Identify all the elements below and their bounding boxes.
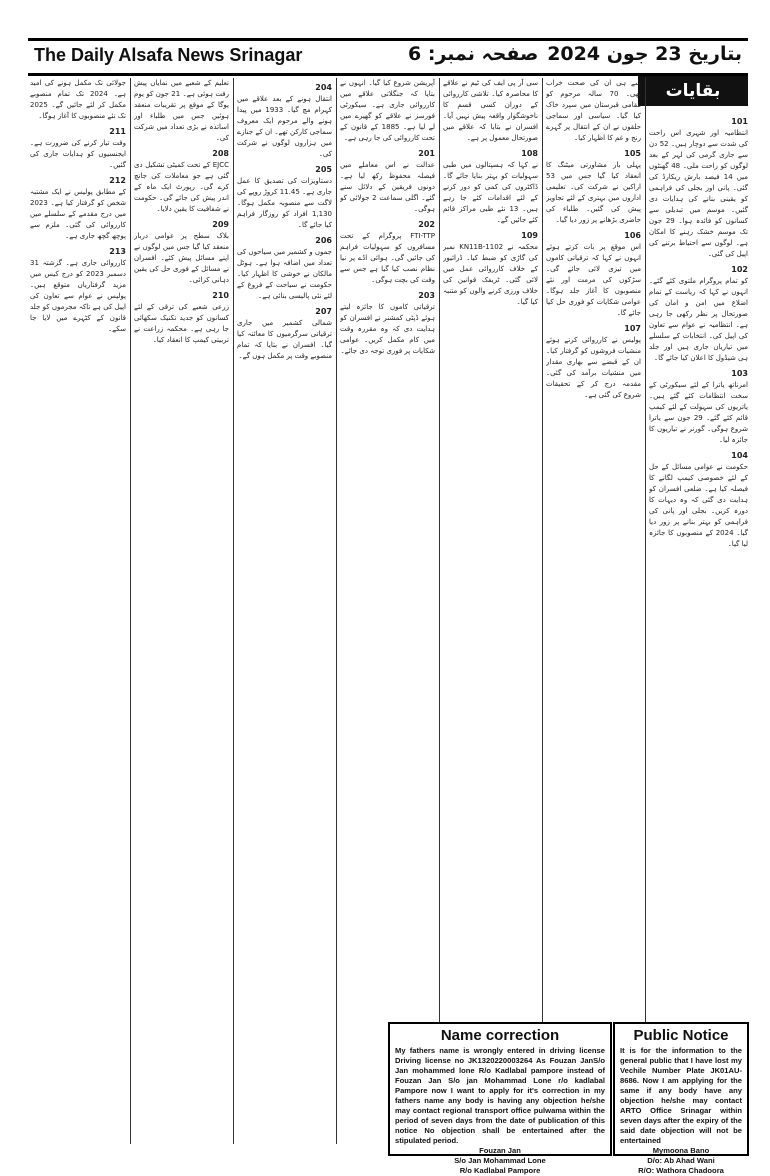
story-text: انتقال ہونے کے بعد علاقے میں کہرام مچ گیا۔ 1933 میں پیدا ہونے والے مرحوم ایک معروف سماجی کارکن تھے۔ ان کے جنازے میں ہزاروں لوگوں نے شرکت کی۔	[237, 95, 332, 158]
story-number: 202	[418, 220, 435, 229]
story-text: شمالی کشمیر میں جاری ترقیاتی سرگرمیوں کا معائنہ کیا گیا۔ افسران نے بتایا کہ تمام منصوبے وقت پر مکمل ہوں گے۔	[237, 319, 332, 360]
story-text: جولائی تک مکمل ہونے کی امید ہے۔ 2024 تک تمام منصوبے مکمل کر لئے جائیں گے۔ 2025 تک نئے منصوبوں کا آغاز ہوگا۔	[30, 79, 126, 120]
story-text: بلاک سطح پر عوامی دربار منعقد کیا گیا جس میں لوگوں نے اپنے مسائل پیش کئے۔ افسران نے مسائل کے فوری حل کی یقین دہانی کرائی۔	[134, 232, 229, 284]
story-text: سے ہی ان کی صحت خراب تھی۔ 70 سالہ مرحوم کو مقامی قبرستان میں سپرد خاک کیا گیا۔ سیاسی اور سماجی حلقوں نے ان کے انتقال پر گہرے رنج و غم کا اظہار کیا۔	[546, 79, 641, 142]
story-text: زرعی شعبے کی ترقی کے لئے کسانوں کو جدید تکنیک سکھائی جا رہی ہے۔ محکمہ زراعت نے تربیتی کیمپ کا انعقاد کیا۔	[134, 303, 229, 344]
story-number: 103	[731, 369, 748, 378]
story-text: پہلی بار مشاورتی میٹنگ کا انعقاد کیا گیا جس میں 53 اراکین نے شرکت کی۔ تعلیمی اداروں میں بہتری کے لئے تجاویز پیش کی گئیں۔ طلباء کی حاضری بڑھانے پر زور دیا گیا۔	[546, 161, 641, 224]
story-text: جموں و کشمیر میں سیاحوں کی تعداد میں اضافہ ہوا ہے۔ ہوٹل مالکان نے خوشی کا اظہار کیا۔ حکومت نے سیاحت کے فروغ کے لئے نئی پالیسی بنائی ہے۔	[237, 248, 332, 300]
issue-date: بتاریخ 23 جون 2024	[547, 43, 742, 65]
column-rule	[439, 78, 440, 1144]
story-text: وقت تیار کرنے کی ضرورت ہے۔ ایجنسیوں کو ہدایات جاری کی گئیں۔	[30, 139, 126, 169]
story-text: سی آر پی ایف کی ٹیم نے علاقے کا محاصرہ کیا۔ تلاشی کارروائی کے دوران کسی قسم کا ناخوشگوار واقعہ پیش نہیں آیا۔ افسران نے بتایا کہ علاقے میں صورتحال معمول پر ہے۔	[443, 79, 538, 142]
story-text: کارروائی جاری ہے۔ گزشتہ 31 دسمبر 2023 کو درج کیس میں مزید گرفتاریاں متوقع ہیں۔ پولیس نے عوام سے تعاون کی اپیل کی ہے تاکہ مجرموں کو جلد قانون کے کٹہرے میں لایا جا سکے۔	[30, 259, 126, 333]
story-text: دستاویزات کی تصدیق کا عمل جاری ہے۔ 11.45 کروڑ روپے کی لاگت سے منصوبہ مکمل ہوگا۔ 1,130 افراد کو روزگار فراہم کیا جائے گا۔	[237, 177, 332, 229]
story-text: امرناتھ یاترا کے لئے سیکورٹی کے سخت انتظامات کئے گئے ہیں۔ یاتریوں کی سہولت کے لئے کیمپ قائم کئے گئے۔ 29 جون سے یاترا شروع ہوگی۔ گورنر نے تیاریوں کا جائزہ لیا۔	[649, 381, 748, 444]
story-number: 212	[109, 176, 126, 185]
story-text: پولیس نے کارروائی کرتے ہوئے منشیات فروشوں کو گرفتار کیا۔ ان کے قبضے سے بھاری مقدار میں منشیات برآمد کی گئی۔ مقدمہ درج کر کے تحقیقات شروع کی گئی ہے۔	[546, 336, 641, 399]
column-rule	[233, 78, 234, 1144]
story-text: تعلیم کے شعبے میں نمایاں پیش رفت ہوئی ہے۔ 21 جون کو یوم یوگا کے موقع پر تقریبات منعقد ہوئیں جس میں طلباء اور اساتذہ نے بڑی تعداد میں شرکت کی۔	[134, 79, 229, 142]
story-text: نے کہا کہ ہسپتالوں میں طبی سہولیات کو بہتر بنایا جائے گا۔ ڈاکٹروں کی کمی کو دور کرنے کے لئے اقدامات کئے جا رہے ہیں۔ 13 نئے طبی مراکز قائم کئے جائیں گے۔	[443, 161, 538, 224]
notice-body: It is for the information to the general public that I have lost my Vechile Number Plate JK01AU-8686. Now I am applying for the same if any body have any objection he/she may contact ARTO Office Srinagar within seven days after the expiry of the said date objection will not be entertained	[620, 1046, 742, 1145]
news-column	[340, 78, 435, 1058]
section-title: بقایات	[638, 76, 748, 106]
page-number: صفحہ نمبر: 6	[408, 43, 539, 65]
story-number: 105	[624, 149, 641, 158]
story-number: 205	[315, 165, 332, 174]
story-number: 211	[109, 127, 126, 136]
notice-signature: Mymoona Bano D/o: Ab Ahad Wani R/O: Wathora Chadoora	[638, 1146, 724, 1175]
story-number: 106	[624, 231, 641, 240]
notice-title: Name correction	[440, 1027, 560, 1044]
public-notice	[613, 1022, 749, 1175]
notice-body: My fathers name is wrongly entered in driving license Driving license no JK1320220003264 As Fouzan JanS/o Jan mohammed lone R/o Kadlabal pampore instead of Fouzan Jan S/o jan Mohammad Lone r/o kadlabal Pampore now I want to apply for it's correction in my fathers name any body is having any objection he/she may contact regional transport office pulwama within the period of seven days from the date of publication of this notice No objection shall be entertained after the stipulated period.	[395, 1046, 605, 1145]
story-text: محکمہ نے KN11B-1102 نمبر کی گاڑی کو ضبط کیا۔ ڈرائیور کے خلاف کارروائی عمل میں لائی گئی۔ ٹریفک قوانین کی خلاف ورزی کرنے والوں کو متنبہ کیا گیا۔	[443, 243, 538, 306]
story-number: 209	[212, 220, 229, 229]
story-number: 208	[212, 149, 229, 158]
name-correction-notice	[388, 1022, 612, 1175]
news-column	[134, 78, 229, 1058]
story-text: آپریشن شروع کیا گیا۔ انہوں نے بتایا کہ جنگلاتی علاقے میں کارروائی جاری ہے۔ سیکورٹی فورسز نے علاقے کو گھیرے میں لے لیا ہے۔ 1885 کے قانون کے تحت کارروائی کی جا رہی ہے۔	[340, 79, 435, 142]
news-column	[443, 78, 538, 1058]
story-number: 101	[731, 117, 748, 126]
notice-signature: Fouzan Jan S/o Jan Mohammad Lone R/o Kadlabal Pampore	[454, 1146, 546, 1175]
story-text: کے مطابق پولیس نے ایک مشتبہ شخص کو گرفتار کیا ہے۔ 2023 میں درج مقدمے کے سلسلے میں کارروائی کی گئی۔ ملزم سے پوچھ گچھ جاری ہے۔	[30, 188, 126, 240]
notice-title: Public Notice	[633, 1027, 729, 1044]
column-rule	[542, 78, 543, 1144]
story-text: حکومت نے عوامی مسائل کے حل کے لئے خصوصی کیمپ لگانے کا فیصلہ کیا ہے۔ ضلعی افسران کو ہدایت دی گئی کہ وہ دیہات کا دورہ کریں۔ بجلی اور پانی کی فراہمی کو بہتر بنانے پر زور دیا گیا۔ 2024 کے منصوبوں کا جائزہ لیا گیا۔	[649, 463, 748, 548]
story-number: 201	[418, 149, 435, 158]
news-column	[546, 78, 641, 1058]
story-text: عدالت نے اس معاملے میں فیصلہ محفوظ رکھ لیا ہے۔ دونوں فریقین کے دلائل سنے گئے۔ اگلی سماعت 2 جولائی کو ہوگی۔	[340, 161, 435, 213]
story-text: FTI-TTP پروگرام کے تحت مسافروں کو سہولیات فراہم کی جائیں گی۔ ہوائی اڈے پر نیا نظام نصب کیا گیا ہے جس سے وقت کی بچت ہوگی۔	[340, 232, 435, 284]
news-column	[30, 78, 126, 1058]
paper-name: The Daily Alsafa News Srinagar	[34, 45, 303, 65]
news-column	[237, 78, 332, 1058]
column-rule	[130, 78, 131, 1144]
masthead	[28, 38, 748, 76]
story-number: 213	[109, 247, 126, 256]
story-number: 207	[315, 307, 332, 316]
column-rule	[645, 78, 646, 1144]
story-number: 102	[731, 265, 748, 274]
story-number: 104	[731, 451, 748, 460]
story-number: 210	[212, 291, 229, 300]
story-number: 108	[521, 149, 538, 158]
story-number: 206	[315, 236, 332, 245]
news-column	[649, 112, 748, 1092]
story-text: کو تمام پروگرام ملتوی کئے گئے۔ انہوں نے کہا کہ ریاست کے تمام اضلاع میں امن و امان کی صورتحال پر نظر رکھی جا رہی ہے۔ انتظامیہ نے عوام سے تعاون کی اپیل کی۔ انتخابات کے سلسلے میں تیاریاں جاری ہیں اور جلد ہی شیڈول کا اعلان کیا جائے گا۔	[649, 277, 748, 362]
story-text: EJCC کے تحت کمیٹی تشکیل دی گئی ہے جو معاملات کی جانچ کرے گی۔ رپورٹ ایک ماہ کے اندر پیش کی جائے گی۔ حکومت نے شفافیت کا یقین دلایا۔	[134, 161, 229, 213]
story-number: 107	[624, 324, 641, 333]
story-number: 203	[418, 291, 435, 300]
story-number: 109	[521, 231, 538, 240]
story-text: اس موقع پر بات کرتے ہوئے انہوں نے کہا کہ ترقیاتی کاموں میں تیزی لائی جائے گی۔ سڑکوں کی مرمت اور نئے منصوبوں کا آغاز جلد ہوگا۔ عوامی شکایات کو فوری حل کیا جائے گا۔	[546, 243, 641, 317]
story-text: انتظامیہ اور شہری اس راحت کی شدت سے دوچار ہیں۔ 52 دن سے جاری گرمی کی لہر کے بعد لوگوں کو راحت ملی۔ 48 گھنٹوں میں 14 فیصد بارش ریکارڈ کی گئی۔ پانی اور بجلی کی فراہمی کو یقینی بنانے کی ہدایات دی گئیں۔ موسم میں تبدیلی سے کسانوں کو فائدہ ہوا۔ 29 جون تک موسم خشک رہنے کا امکان ہے۔ لوگوں سے احتیاط برتنے کی اپیل کی گئی۔	[649, 129, 748, 258]
story-text: ترقیاتی کاموں کا جائزہ لیتے ہوئے ڈپٹی کمشنر نے افسران کو ہدایت دی کہ وہ مقررہ وقت میں کام مکمل کریں۔ عوامی شکایات پر فوری توجہ دی جائے۔	[340, 303, 435, 355]
column-rule	[336, 78, 337, 1144]
newspaper-page	[28, 30, 748, 1175]
story-number: 204	[315, 83, 332, 92]
